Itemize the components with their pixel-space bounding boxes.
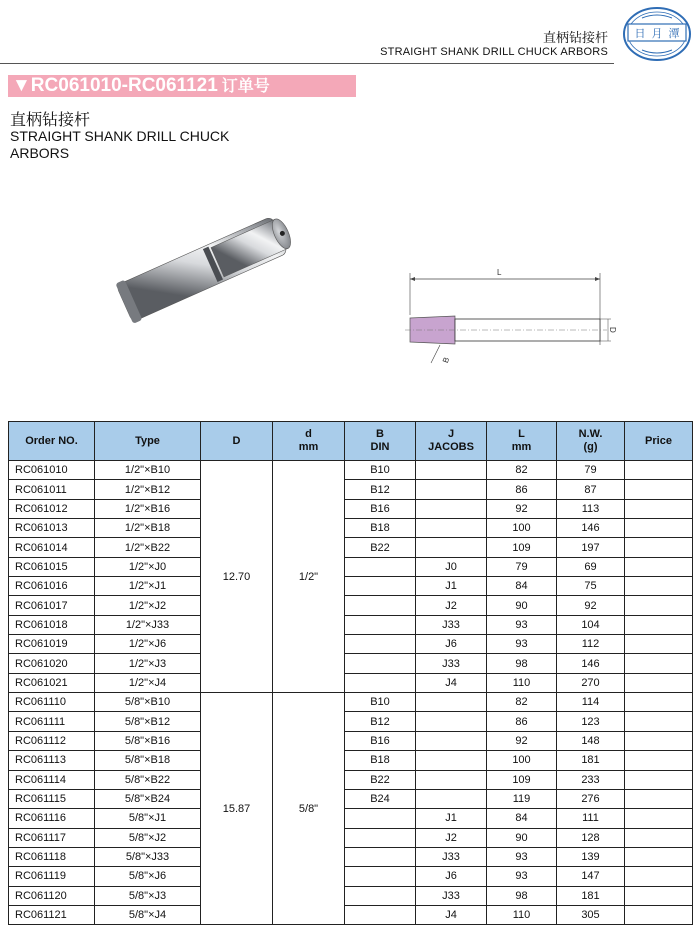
logo-char-1: 日 [634,27,646,40]
table-row [9,905,693,924]
logo-char-2: 月 [651,27,663,40]
table-row [9,596,693,615]
table-header-row [9,422,693,461]
cell-L: 86 [487,480,557,499]
cell-order: RC061121 [9,905,95,924]
table-row [9,847,693,866]
cell-nw: 114 [557,693,625,712]
cell-B [345,615,416,634]
label-L: L [497,268,502,277]
col-D: D [201,422,273,461]
cell-price [625,693,693,712]
order-range-banner [8,75,356,97]
cell-J: J4 [416,905,487,924]
cell-price [625,712,693,731]
cell-B [345,886,416,905]
cell-price [625,654,693,673]
cell-D: 12.70 [201,461,273,693]
cell-L: 84 [487,577,557,596]
table-row [9,693,693,712]
cell-nw: 128 [557,828,625,847]
cell-B: B10 [345,693,416,712]
cell-type: 1/2"×B18 [95,519,201,538]
cell-type: 1/2"×B12 [95,480,201,499]
cell-order: RC061021 [9,673,95,692]
cell-L: 93 [487,615,557,634]
table-row [9,577,693,596]
cell-nw: 139 [557,847,625,866]
cell-order: RC061115 [9,789,95,808]
cell-B: B22 [345,770,416,789]
cell-type: 1/2"×J6 [95,635,201,654]
cell-nw: 181 [557,751,625,770]
cell-B: B16 [345,731,416,750]
table-row [9,886,693,905]
table-row [9,635,693,654]
cell-price [625,789,693,808]
cell-order: RC061012 [9,499,95,518]
cell-type: 5/8"×B18 [95,751,201,770]
cell-J: J6 [416,867,487,886]
cell-L: 82 [487,461,557,480]
banner-order-label: 订单号 [221,76,270,95]
cell-type: 1/2"×J4 [95,673,201,692]
cell-J [416,770,487,789]
cell-price [625,577,693,596]
col-B: B DIN [345,422,416,461]
cell-price [625,751,693,770]
cell-B [345,596,416,615]
cell-order: RC061114 [9,770,95,789]
cell-type: 5/8"×B10 [95,693,201,712]
cell-order: RC061017 [9,596,95,615]
cell-L: 82 [487,693,557,712]
cell-d: 5/8" [273,693,345,925]
table-row [9,712,693,731]
cell-J [416,731,487,750]
col-L: L mm [487,422,557,461]
section-title-en: STRAIGHT SHANK DRILL CHUCK ARBORS [10,128,230,161]
cell-type: 5/8"×J33 [95,847,201,866]
cell-J: J1 [416,809,487,828]
cell-order: RC061111 [9,712,95,731]
cell-price [625,905,693,924]
table-row [9,557,693,576]
cell-B: B12 [345,712,416,731]
table-row [9,461,693,480]
cell-J [416,712,487,731]
col-J: J JACOBS [416,422,487,461]
cell-order: RC061110 [9,693,95,712]
cell-nw: 113 [557,499,625,518]
cell-order: RC061119 [9,867,95,886]
cell-L: 93 [487,847,557,866]
cell-B: B10 [345,461,416,480]
cell-type: 5/8"×J3 [95,886,201,905]
cell-type: 5/8"×J1 [95,809,201,828]
cell-order: RC061018 [9,615,95,634]
cell-D: 15.87 [201,693,273,925]
logo-char-3: 潭 [668,27,680,40]
cell-J: J33 [416,654,487,673]
cell-order: RC061015 [9,557,95,576]
cell-nw: 87 [557,480,625,499]
cell-L: 86 [487,712,557,731]
cell-B [345,577,416,596]
cell-J: J2 [416,596,487,615]
cell-B: B18 [345,751,416,770]
table-row [9,538,693,557]
cell-B [345,809,416,828]
cell-J [416,519,487,538]
cell-type: 5/8"×J6 [95,867,201,886]
cell-type: 1/2"×J33 [95,615,201,634]
cell-price [625,731,693,750]
cell-J [416,693,487,712]
cell-nw: 181 [557,886,625,905]
label-D: D [608,327,617,333]
cell-order: RC061117 [9,828,95,847]
col-price: Price [625,422,693,461]
col-order: Order NO. [9,422,95,461]
cell-type: 1/2"×J2 [95,596,201,615]
cell-nw: 146 [557,654,625,673]
banner-code-range: ▼RC061010-RC061121 [12,75,218,96]
cell-L: 90 [487,596,557,615]
cell-L: 79 [487,557,557,576]
table-row [9,480,693,499]
cell-B [345,654,416,673]
cell-J: J33 [416,847,487,866]
col-nw: N.W. (g) [557,422,625,461]
cell-J: J0 [416,557,487,576]
header-divider [0,63,614,64]
cell-type: 5/8"×J4 [95,905,201,924]
cell-B [345,905,416,924]
cell-type: 5/8"×B12 [95,712,201,731]
cell-nw: 104 [557,615,625,634]
cell-L: 93 [487,867,557,886]
cell-type: 1/2"×B10 [95,461,201,480]
cell-order: RC061013 [9,519,95,538]
table-row [9,654,693,673]
cell-B [345,557,416,576]
cell-B: B16 [345,499,416,518]
spec-table [8,421,693,925]
cell-B: B22 [345,538,416,557]
cell-nw: 123 [557,712,625,731]
label-B: B [440,356,452,365]
cell-order: RC061113 [9,751,95,770]
cell-type: 5/8"×B24 [95,789,201,808]
cell-L: 92 [487,499,557,518]
cell-L: 119 [487,789,557,808]
cell-L: 90 [487,828,557,847]
cell-L: 100 [487,751,557,770]
table-row [9,731,693,750]
section-title-cn: 直柄钻接杆 [10,110,91,129]
table-row [9,867,693,886]
cell-L: 92 [487,731,557,750]
cell-J: J33 [416,886,487,905]
cell-J [416,499,487,518]
cell-J [416,789,487,808]
cell-price [625,615,693,634]
cell-J: J33 [416,615,487,634]
cell-order: RC061014 [9,538,95,557]
table-row [9,809,693,828]
cell-type: 1/2"×B22 [95,538,201,557]
table-row [9,615,693,634]
cell-nw: 112 [557,635,625,654]
cell-d: 1/2" [273,461,345,693]
cell-price [625,499,693,518]
cell-J: J6 [416,635,487,654]
cell-price [625,519,693,538]
cell-price [625,461,693,480]
cell-type: 5/8"×B22 [95,770,201,789]
cell-B [345,673,416,692]
cell-nw: 75 [557,577,625,596]
cell-order: RC061010 [9,461,95,480]
table-row [9,828,693,847]
cell-nw: 69 [557,557,625,576]
cell-order: RC061016 [9,577,95,596]
cell-type: 5/8"×J2 [95,828,201,847]
cell-nw: 92 [557,596,625,615]
table-row [9,673,693,692]
cell-price [625,847,693,866]
cell-order: RC061120 [9,886,95,905]
cell-order: RC061019 [9,635,95,654]
cell-L: 100 [487,519,557,538]
cell-order: RC061020 [9,654,95,673]
cell-price [625,557,693,576]
cell-nw: 79 [557,461,625,480]
cell-nw: 233 [557,770,625,789]
cell-type: 1/2"×B16 [95,499,201,518]
cell-nw: 111 [557,809,625,828]
cell-price [625,828,693,847]
cell-J [416,538,487,557]
cell-type: 5/8"×B16 [95,731,201,750]
cell-nw: 147 [557,867,625,886]
cell-B [345,867,416,886]
table-row [9,499,693,518]
cell-price [625,480,693,499]
cell-nw: 146 [557,519,625,538]
cell-type: 1/2"×J3 [95,654,201,673]
cell-price [625,770,693,789]
product-photo [100,178,320,363]
cell-J [416,461,487,480]
technical-drawing [395,255,625,375]
col-d: d mm [273,422,345,461]
header-title-en: STRAIGHT SHANK DRILL CHUCK ARBORS [380,46,608,58]
cell-L: 84 [487,809,557,828]
cell-order: RC061011 [9,480,95,499]
cell-price [625,596,693,615]
cell-J: J4 [416,673,487,692]
cell-nw: 276 [557,789,625,808]
cell-J: J1 [416,577,487,596]
header-title-cn: 直柄钻接杆 [542,31,608,46]
cell-L: 98 [487,886,557,905]
col-type: Type [95,422,201,461]
cell-J [416,480,487,499]
cell-J: J2 [416,828,487,847]
cell-B [345,635,416,654]
cell-price [625,867,693,886]
table-row [9,519,693,538]
cell-B [345,828,416,847]
table-row [9,789,693,808]
cell-L: 110 [487,673,557,692]
cell-B: B12 [345,480,416,499]
cell-nw: 305 [557,905,625,924]
cell-order: RC061116 [9,809,95,828]
cell-price [625,809,693,828]
cell-order: RC061118 [9,847,95,866]
cell-L: 109 [487,770,557,789]
brand-logo [622,6,692,62]
cell-nw: 270 [557,673,625,692]
cell-price [625,673,693,692]
cell-L: 93 [487,635,557,654]
cell-B: B18 [345,519,416,538]
cell-type: 1/2"×J0 [95,557,201,576]
cell-price [625,538,693,557]
cell-nw: 148 [557,731,625,750]
cell-price [625,635,693,654]
cell-L: 98 [487,654,557,673]
cell-B: B24 [345,789,416,808]
cell-price [625,886,693,905]
table-row [9,770,693,789]
cell-J [416,751,487,770]
cell-L: 110 [487,905,557,924]
cell-type: 1/2"×J1 [95,577,201,596]
table-row [9,751,693,770]
cell-B [345,847,416,866]
cell-order: RC061112 [9,731,95,750]
cell-nw: 197 [557,538,625,557]
cell-L: 109 [487,538,557,557]
